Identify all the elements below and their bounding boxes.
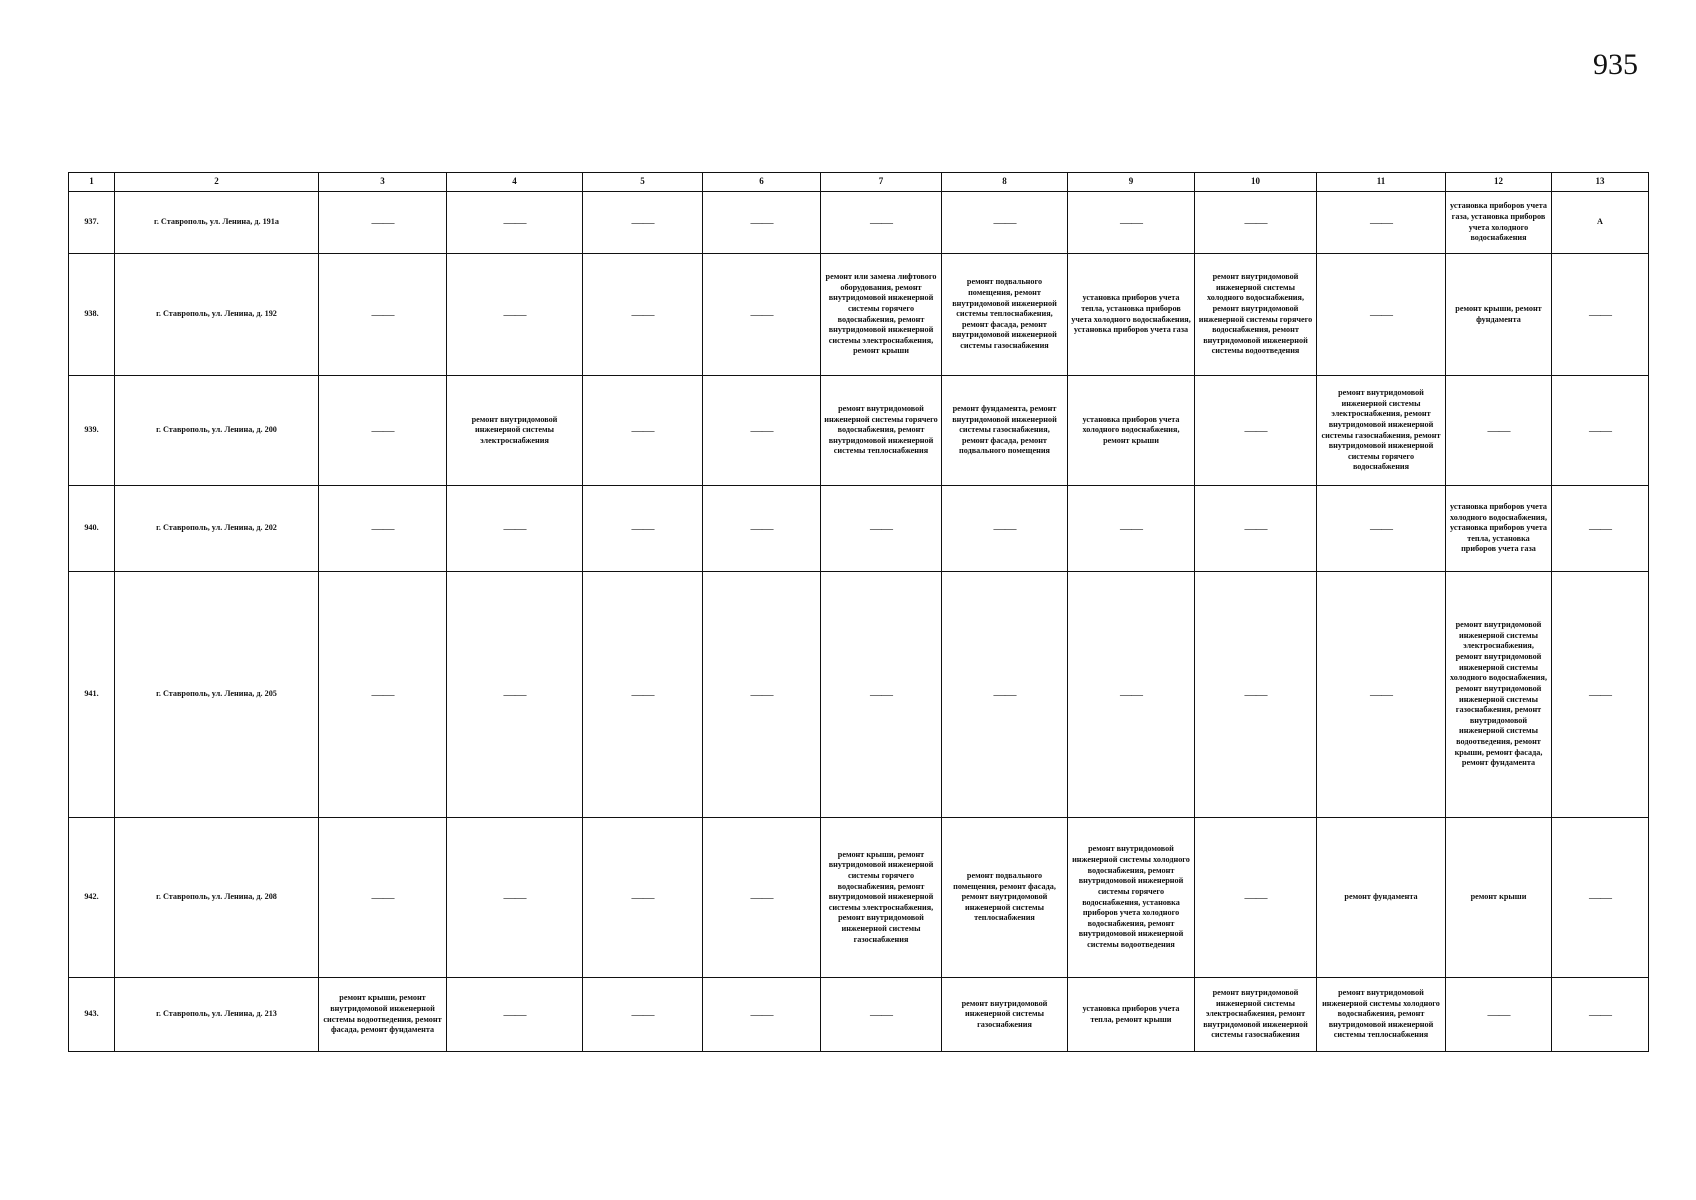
table-cell [583,254,703,376]
empty-dash: —— [371,686,394,701]
empty-dash: —— [1120,520,1142,535]
empty-dash: —— [631,1006,654,1021]
table-cell: ремонт подвального помещения, ремонт внутридомовой инженерной системы теплоснабжения, ремонт фасада, ремонт внутридомовой инженерной системы газоснабжения [942,254,1068,376]
empty-dash: —— [993,686,1016,701]
column-header: 2 [115,173,319,192]
table-cell [583,486,703,572]
table-cell [1552,486,1649,572]
table-cell [447,572,583,818]
empty-dash: —— [870,520,892,535]
empty-dash: —— [631,889,654,904]
table-cell [319,254,447,376]
table-cell [1446,978,1552,1052]
table-cell [1317,486,1446,572]
column-header: 6 [703,173,821,192]
table-cell [1195,376,1317,486]
table-cell [447,818,583,978]
table-cell [583,818,703,978]
table-row [69,254,1649,376]
empty-dash: —— [1487,1006,1510,1021]
table-cell: установка приборов учета тепла, установка приборов учета холодного водоснабжения, установка приборов учета газа [1068,254,1195,376]
empty-dash: —— [631,520,654,535]
row-number: 943. [69,978,115,1052]
table-cell [1552,572,1649,818]
empty-dash: —— [1244,214,1267,229]
empty-dash: —— [1370,520,1392,535]
table-row [69,486,1649,572]
table-cell [703,486,821,572]
table-cell [703,572,821,818]
table-cell [447,486,583,572]
table-cell [447,192,583,254]
empty-dash: —— [1589,1006,1611,1021]
column-number-row [69,173,1649,192]
table-cell: ремонт крыши [1446,818,1552,978]
address-cell: г. Ставрополь, ул. Ленина, д. 213 [115,978,319,1052]
column-header: 10 [1195,173,1317,192]
address-cell: г. Ставрополь, ул. Ленина, д. 205 [115,572,319,818]
column-header: 5 [583,173,703,192]
table-cell [1317,254,1446,376]
table-cell [1195,572,1317,818]
table-cell [319,192,447,254]
table-cell [703,978,821,1052]
column-header: 7 [821,173,942,192]
table-cell: установка приборов учета холодного водоснабжения, ремонт крыши [1068,376,1195,486]
empty-dash: —— [1589,520,1611,535]
column-header: 1 [69,173,115,192]
table-cell: ремонт внутридомовой инженерной системы газоснабжения [942,978,1068,1052]
table-cell [703,818,821,978]
empty-dash: —— [750,1006,773,1021]
table-row [69,978,1649,1052]
table-cell [821,978,942,1052]
empty-dash: —— [1589,686,1611,701]
table-row [69,818,1649,978]
empty-dash: —— [503,686,526,701]
table-cell: ремонт внутридомовой инженерной системы холодного водоснабжения, ремонт внутридомовой инженерной системы горячего водоснабжения, установка приборов учета холодного водоснабжения, ремонт внутридомовой инженерной системы водоотведения [1068,818,1195,978]
table-cell [319,486,447,572]
row-number: 941. [69,572,115,818]
empty-dash: —— [750,214,773,229]
empty-dash: —— [1244,520,1267,535]
table-cell: ремонт внутридомовой инженерной системы электроснабжения, ремонт внутридомовой инженерной системы газоснабжения, ремонт внутридомовой инженерной системы горячего водоснабжения [1317,376,1446,486]
empty-dash: —— [371,889,394,904]
empty-dash: —— [371,422,394,437]
table-row [69,192,1649,254]
table-cell [583,978,703,1052]
empty-dash: —— [1370,686,1392,701]
empty-dash: —— [503,889,526,904]
table-cell: установка приборов учета тепла, ремонт крыши [1068,978,1195,1052]
table-cell [1552,376,1649,486]
empty-dash: —— [1370,306,1392,321]
empty-dash: —— [750,889,773,904]
table-cell [1317,572,1446,818]
table-cell [1552,978,1649,1052]
table-row [69,572,1649,818]
empty-dash: —— [371,214,394,229]
table-cell [319,818,447,978]
empty-dash: —— [1370,214,1392,229]
table-cell: ремонт крыши, ремонт внутридомовой инженерной системы горячего водоснабжения, ремонт внутридомовой инженерной системы электроснабжения, ремонт внутридомовой инженерной системы газоснабжения [821,818,942,978]
table-cell [583,192,703,254]
empty-dash: —— [993,520,1016,535]
table-row [69,376,1649,486]
empty-dash: —— [1589,306,1611,321]
table-cell [703,376,821,486]
empty-dash: —— [371,306,394,321]
empty-dash: —— [631,422,654,437]
address-cell: г. Ставрополь, ул. Ленина, д. 192 [115,254,319,376]
table-cell: ремонт внутридомовой инженерной системы электроснабжения [447,376,583,486]
table-cell: ремонт внутридомовой инженерной системы холодного водоснабжения, ремонт внутридомовой инженерной системы горячего водоснабжения, ремонт внутридомовой инженерной системы водоотведения [1195,254,1317,376]
table-cell: ремонт крыши, ремонт внутридомовой инженерной системы водоотведения, ремонт фасада, ремонт фундамента [319,978,447,1052]
empty-dash: —— [750,520,773,535]
address-cell: г. Ставрополь, ул. Ленина, д. 208 [115,818,319,978]
empty-dash: —— [631,306,654,321]
empty-dash: —— [870,686,892,701]
column-header: 3 [319,173,447,192]
repair-schedule-table [68,172,1649,1052]
column-header: 13 [1552,173,1649,192]
column-header: 8 [942,173,1068,192]
empty-dash: —— [1589,889,1611,904]
table-cell [1552,254,1649,376]
empty-dash: —— [870,1006,892,1021]
empty-dash: —— [870,214,892,229]
column-header: 4 [447,173,583,192]
column-header: 11 [1317,173,1446,192]
empty-dash: —— [1120,214,1142,229]
empty-dash: —— [1244,686,1267,701]
empty-dash: —— [993,214,1016,229]
empty-dash: —— [1487,422,1510,437]
empty-dash: —— [750,306,773,321]
table-cell [1068,486,1195,572]
address-cell: г. Ставрополь, ул. Ленина, д. 202 [115,486,319,572]
table-cell: ремонт внутридомовой инженерной системы электроснабжения, ремонт внутридомовой инженерной системы газоснабжения [1195,978,1317,1052]
row-number: 938. [69,254,115,376]
table-cell [1195,818,1317,978]
table-cell [703,254,821,376]
table-cell: ремонт внутридомовой инженерной системы электроснабжения, ремонт внутридомовой инженерной системы холодного водоснабжения, ремонт внутридомовой инженерной системы газоснабжения, ремонт внутридомовой инженерной системы водоотведения, ремонт крыши, ремонт фасада, ремонт фундамента [1446,572,1552,818]
table-cell [1068,572,1195,818]
table-cell [447,254,583,376]
empty-dash: —— [1244,422,1267,437]
table-cell: ремонт или замена лифтового оборудования, ремонт внутридомовой инженерной системы горячего водоснабжения, ремонт внутридомовой инженерной системы электроснабжения, ремонт крыши [821,254,942,376]
table-cell [821,572,942,818]
empty-dash: —— [750,422,773,437]
table-cell [703,192,821,254]
row-number: 940. [69,486,115,572]
table-cell: ремонт фундамента [1317,818,1446,978]
table-cell: ремонт подвального помещения, ремонт фасада, ремонт внутридомовой инженерной системы теплоснабжения [942,818,1068,978]
table-cell: ремонт крыши, ремонт фундамента [1446,254,1552,376]
address-cell: г. Ставрополь, ул. Ленина, д. 200 [115,376,319,486]
table-cell [583,572,703,818]
table-cell [942,572,1068,818]
table-cell [1317,192,1446,254]
table-cell: установка приборов учета холодного водоснабжения, установка приборов учета тепла, установка приборов учета газа [1446,486,1552,572]
table-cell: установка приборов учета газа, установка приборов учета холодного водоснабжения [1446,192,1552,254]
empty-dash: —— [631,686,654,701]
table-cell [319,572,447,818]
empty-dash: —— [631,214,654,229]
empty-dash: —— [1244,889,1267,904]
address-cell: г. Ставрополь, ул. Ленина, д. 191а [115,192,319,254]
table-cell [821,192,942,254]
column-header: 12 [1446,173,1552,192]
table-cell [1195,486,1317,572]
column-header: 9 [1068,173,1195,192]
table-cell [447,978,583,1052]
empty-dash: —— [503,306,526,321]
table-cell: А [1552,192,1649,254]
table-cell [1195,192,1317,254]
table-cell: ремонт внутридомовой инженерной системы холодного водоснабжения, ремонт внутридомовой инженерной системы теплоснабжения [1317,978,1446,1052]
empty-dash: —— [371,520,394,535]
table-cell [583,376,703,486]
empty-dash: —— [503,214,526,229]
table-cell [942,486,1068,572]
empty-dash: —— [503,1006,526,1021]
row-number: 939. [69,376,115,486]
table-cell [1552,818,1649,978]
empty-dash: —— [1120,686,1142,701]
empty-dash: —— [503,520,526,535]
table-cell [942,192,1068,254]
page-number: 935 [1593,48,1638,81]
table-cell [319,376,447,486]
table-cell [1068,192,1195,254]
empty-dash: —— [750,686,773,701]
row-number: 937. [69,192,115,254]
table-cell: ремонт фундамента, ремонт внутридомовой инженерной системы газоснабжения, ремонт фасада, ремонт подвального помещения [942,376,1068,486]
empty-dash: —— [1589,422,1611,437]
table-cell [1446,376,1552,486]
row-number: 942. [69,818,115,978]
table-cell [821,486,942,572]
table-cell: ремонт внутридомовой инженерной системы горячего водоснабжения, ремонт внутридомовой инженерной системы теплоснабжения [821,376,942,486]
